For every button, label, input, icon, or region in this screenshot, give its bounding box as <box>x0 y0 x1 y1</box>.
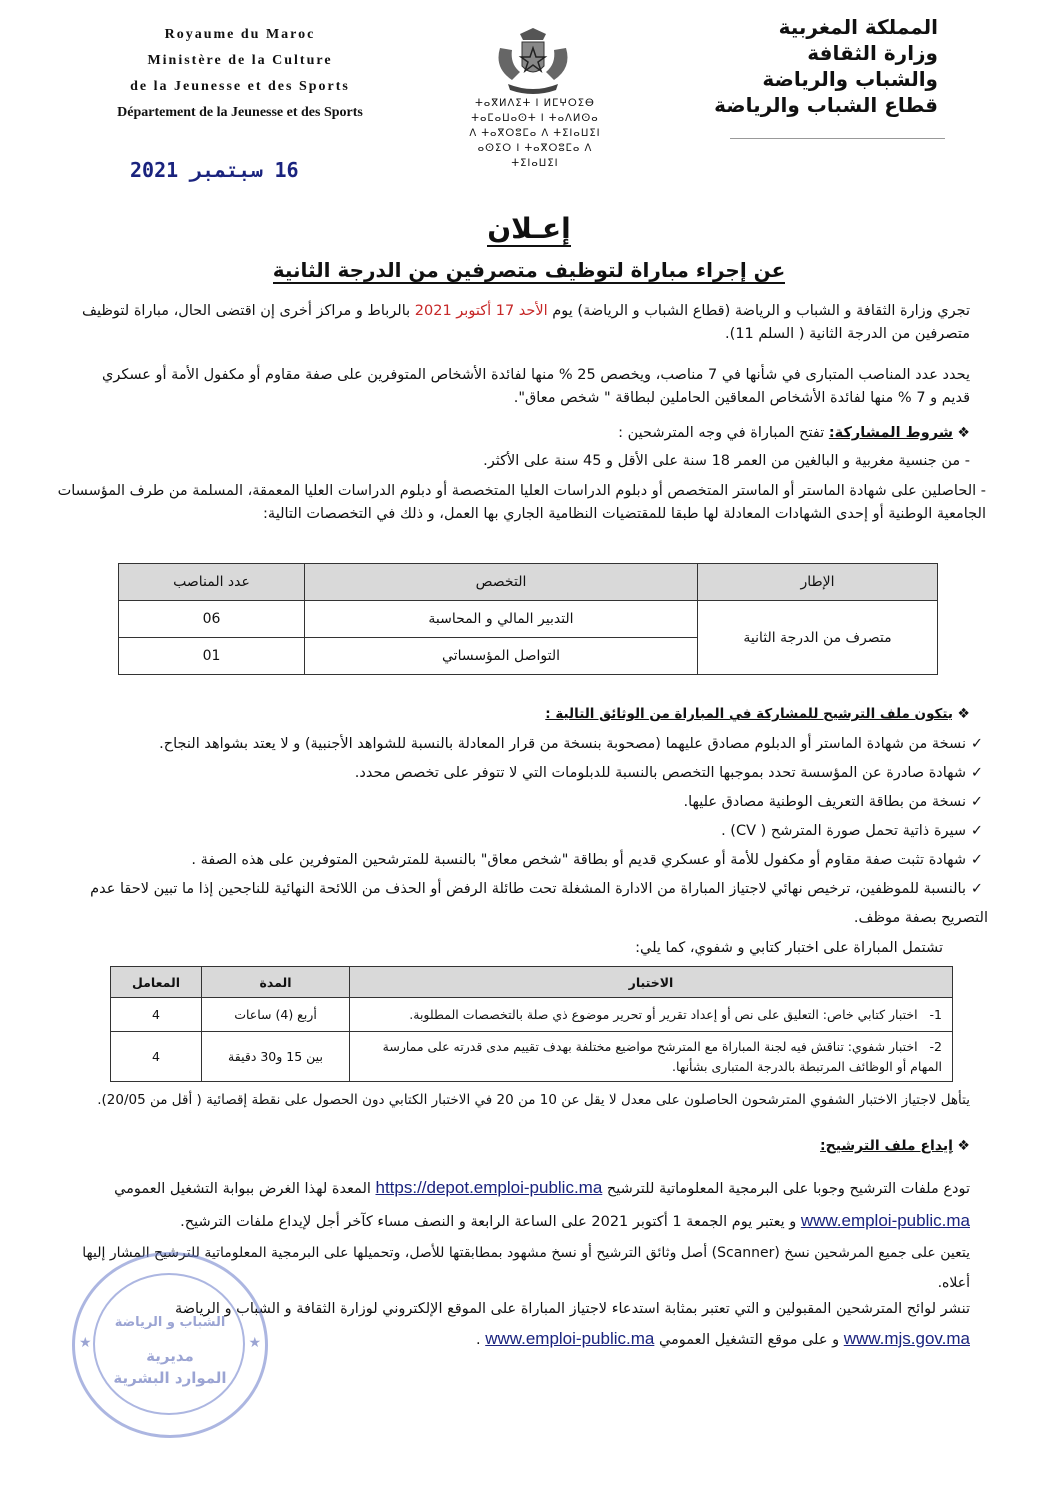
intro-paragraph-2: يحدد عدد المناصب المتبارى في شأنها في 7 مناصب، ويخصص 25 % منها لفائدة الأشخاص المتوفرين على صفة مقاوم أو مكفول الأمة أو عسكري قديم و 7 % منها لفائدة الأشخاص المعاقين الحاملين لبطاقة " شخص معاق". <box>101 367 970 406</box>
deposit-paragraph-1 <box>80 1172 970 1238</box>
exam-intro: تشتمل المباراة على اختبار كتابي و شفوي، كما يلي: <box>635 940 943 956</box>
stamp-line-2: مديرية <box>146 1347 194 1365</box>
spec-cell: التواصل المؤسساتي <box>305 638 698 675</box>
header-fr-line-1: Royaume du Maroc <box>164 27 316 42</box>
emploi-public-link-2[interactable]: www.emploi-public.ma <box>485 1329 655 1348</box>
deposit-p3-a: تنشر لوائح المترشحين المقبولين و التي تعتبر بمثابة استدعاء لاجتياز المباراة على الموقع الإلكتروني لوزارة الثقافة و الشباب و الرياضة <box>174 1301 970 1317</box>
deposit-p3-b: و على موقع التشغيل العمومي <box>654 1332 844 1348</box>
mjs-link[interactable]: www.mjs.gov.ma <box>843 1329 970 1348</box>
conditions-heading <box>80 422 970 445</box>
tifinagh-line-4: ⴰⵙⵉⵔ ⵏ ⵜⴰⴳⵔⵓⵎⴰ ⴷ ⵜⵉⵏⴰⵡⵉⵏ <box>477 143 593 169</box>
list-item <box>68 846 988 875</box>
col-frame-header: الإطار <box>698 564 938 601</box>
col-spec-header: التخصص <box>305 564 698 601</box>
positions-table-header <box>119 564 938 601</box>
count-cell: 06 <box>119 601 305 638</box>
col-count-header: عدد المناصب <box>119 564 305 601</box>
deposit-p1-b: المعدة لهذا الغرض ببوابة التشغيل العمومي <box>114 1181 376 1197</box>
header-tifinagh-block <box>455 96 615 171</box>
diamond-bullet-icon: ❖ <box>952 1138 970 1154</box>
tifinagh-line-3: ⴷ ⵜⴰⴳⵔⵓⵎⴰ ⴷ ⵜⵉⵏⴰⵡⵉⵏ <box>469 128 601 139</box>
official-stamp <box>72 1252 268 1438</box>
stamp-inner-ring <box>93 1273 245 1415</box>
header-fr-line-2: Ministère de la Culture <box>147 53 333 68</box>
exam-desc: اختبار شفوي: تناقش فيه لجنة المباراة مع المترشح مواضيع مختلفة بهدف تقييم مدى قدرته على ممارسة المهام أو الوظائف المرتبطة بالدرجة المتبارى بشأنها. <box>382 1038 942 1074</box>
duration-cell: بين 15 و30 دقيقة <box>202 1032 350 1082</box>
header-arabic-block <box>688 14 938 118</box>
checkmark-icon: ✓ <box>970 823 984 839</box>
deposit-p1-c: و يعتبر يوم الجمعة 1 أكتوبر 2021 على الساعة الرابعة و النصف مساء كآخر أجل لإيداع ملفات الترشيح. <box>180 1214 801 1230</box>
checkmark-icon: ✓ <box>970 736 984 752</box>
deposit-p3-c: . <box>476 1332 486 1348</box>
header-french-block <box>105 22 375 126</box>
page-subtitle <box>0 258 1058 282</box>
condition-2: - الحاصلين على شهادة الماستر أو الماستر المتخصص أو دبلوم الدراسات العليا المتخصصة أو دبلوم الدراسات العليا المعمقة، المسلمة من طرف المؤسسات الجامعية الوطنية أو إحدى الشهادات المعادلة لها طبقا للمقتضيات النظامية الجاري بها العمل، و ذلك في التخصصات التالية: <box>57 483 986 522</box>
subtitle-text: عن إجراء مباراة لتوظيف متصرفين من الدرجة الثانية <box>272 258 786 282</box>
spec-cell: التدبير المالي و المحاسبة <box>305 601 698 638</box>
positions-table <box>118 563 938 675</box>
exam-date: الأحد 17 أكتوبر 2021 <box>414 303 548 319</box>
tifinagh-line-2: ⵜⴰⵎⴰⵡⴰⵙⵜ ⵏ ⵜⴰⴷⵍⵙⴰ <box>471 113 599 124</box>
intro-paragraph-1 <box>80 300 970 346</box>
header-fr-dept: Département de la Jeunesse et des Sports <box>117 105 363 120</box>
list-item <box>68 817 988 846</box>
header-ar-line-2: وزارة الثقافة <box>807 41 938 65</box>
list-item <box>68 875 988 933</box>
document-item-text: شهادة تثبت صفة مقاوم أو مكفول للأمة أو عسكري قديم أو بطاقة "شخص معاق" بالنسبة للمترشحين المتوفرين على هذه الصفة . <box>191 852 966 868</box>
exam-desc: اختبار كتابي خاص: التعليق على نص أو إعداد تقرير أو تحرير موضوع ذي صلة بالتخصصات المطلوبة. <box>409 1007 918 1022</box>
document-item-text: بالنسبة للموظفين، ترخيص نهائي لاجتياز المباراة من الادارة المشغلة تحت طائلة الرفض أو الحذف من اللائحة النهائية للناجحين إذا ما تبين لاحقا عدم التصريح بصفة موظف. <box>90 881 988 926</box>
depot-link[interactable]: https://depot.emploi-public.ma <box>375 1178 603 1197</box>
coef-cell: 4 <box>111 998 202 1032</box>
header-fr-line-3: de la Jeunesse et des Sports <box>130 79 350 94</box>
deposit-paragraph-2: يتعين على جميع المرشحين نسخ (Scanner) أصل وثائق الترشيح أو نسخ مشهود بمطابقتها للأصل، وتحميلها على البرمجية المعلوماتية للترشيح المشار إليها أعلاه. <box>82 1245 970 1291</box>
table-row <box>119 601 938 638</box>
header-ar-line-4: قطاع الشباب والرياضة <box>714 93 938 117</box>
oral-exam-note: يتأهل لاجتياز الاختبار الشفوي المترشحون الحاصلون على معدل لا يقل عن 10 من 20 في الاختبار الكتابي دون الحصول على نقطة إقصائية ( أقل من 20/05). <box>97 1092 970 1108</box>
title-text: إعـلان <box>487 212 571 245</box>
exam-desc-cell <box>350 998 953 1032</box>
document-item-text: سيرة ذاتية تحمل صورة المترشح ( CV) . <box>721 823 966 839</box>
coef-cell: 4 <box>111 1032 202 1082</box>
exam-num: 1- <box>929 1007 942 1022</box>
condition-1: - من جنسية مغربية و البالغين من العمر 18 سنة على الأقل و 45 سنة على الأكثر. <box>483 453 970 469</box>
header-ar-line-3: والشباب والرياضة <box>762 67 938 91</box>
deposit-heading-label: إيداع ملف الترشيح: <box>820 1138 953 1154</box>
document-item-text: شهادة صادرة عن المؤسسة تحدد بموجبها التخصص بالنسبة للدبلومات التي لا تتوفر على تخصص محدد. <box>354 765 966 781</box>
list-item <box>68 759 988 788</box>
col-coef-header: المعامل <box>111 967 202 998</box>
emploi-public-link[interactable]: www.emploi-public.ma <box>800 1211 970 1230</box>
royal-emblem-icon <box>490 28 576 94</box>
checkmark-icon: ✓ <box>970 765 984 781</box>
diamond-bullet-icon: ❖ <box>952 425 970 441</box>
frame-cell: متصرف من الدرجة الثانية <box>698 601 938 675</box>
exam-table <box>110 966 953 1082</box>
document-item-text: نسخة من شهادة الماستر أو الدبلوم مصادق عليهما (مصحوبة بنسخة من قرار المعادلة بالنسبة للشواهد الأجنبية) و لا يعتد بشواهد النجاح. <box>159 736 966 752</box>
checkmark-icon: ✓ <box>970 794 984 810</box>
stamp-line-3: الموارد البشرية <box>113 1369 227 1387</box>
col-duration-header: المدة <box>202 967 350 998</box>
table-row <box>111 998 953 1032</box>
list-item <box>68 730 988 759</box>
star-icon: ★ <box>79 1335 92 1351</box>
exam-num: 2- <box>929 1038 942 1054</box>
header-ar-line-1: المملكة المغربية <box>778 15 938 39</box>
header-divider <box>730 138 945 139</box>
star-icon: ★ <box>248 1335 261 1351</box>
conditions-heading-rest: تفتح المباراة في وجه المترشحين : <box>618 425 829 441</box>
deposit-heading <box>820 1138 970 1154</box>
col-exam-header: الاختبار <box>350 967 953 998</box>
intro-p1-b: بالرباط و مراكز أخرى إن اقتضى الحال، مباراة لتوظيف متصرفين من الدرجة الثانية ( السلم 11). <box>82 303 970 342</box>
conditions-heading-label: شروط المشاركة: <box>828 425 953 441</box>
table-row <box>111 1032 953 1082</box>
deposit-p1-a: تودع ملفات الترشيح وجوبا على البرمجية المعلوماتية للترشيح <box>602 1181 970 1197</box>
document-item-text: نسخة من بطاقة التعريف الوطنية مصادق عليها. <box>683 794 966 810</box>
exam-desc-cell <box>350 1032 953 1082</box>
stamp-line-1: الشباب و الرياضة <box>114 1315 226 1330</box>
documents-heading-label: يتكون ملف الترشيح للمشاركة في المباراة من الوثائق التالية : <box>545 706 953 722</box>
documents-list <box>68 730 988 933</box>
exam-table-header <box>111 967 953 998</box>
diamond-bullet-icon: ❖ <box>952 706 970 722</box>
checkmark-icon: ✓ <box>970 881 984 897</box>
document-date: 16 سبتمبر 2021 <box>130 158 299 182</box>
tifinagh-line-1: ⵜⴰⴳⵍⴷⵉⵜ ⵏ ⵍⵎⵖⵔⵉⴱ <box>475 98 595 109</box>
checkmark-icon: ✓ <box>970 852 984 868</box>
documents-heading <box>80 703 970 726</box>
list-item <box>68 788 988 817</box>
intro-p1-a: تجري وزارة الثقافة و الشباب و الرياضة (قطاع الشباب و الرياضة) يوم <box>547 303 970 319</box>
duration-cell: أربع (4) ساعات <box>202 998 350 1032</box>
count-cell: 01 <box>119 638 305 675</box>
page-title <box>0 212 1058 245</box>
